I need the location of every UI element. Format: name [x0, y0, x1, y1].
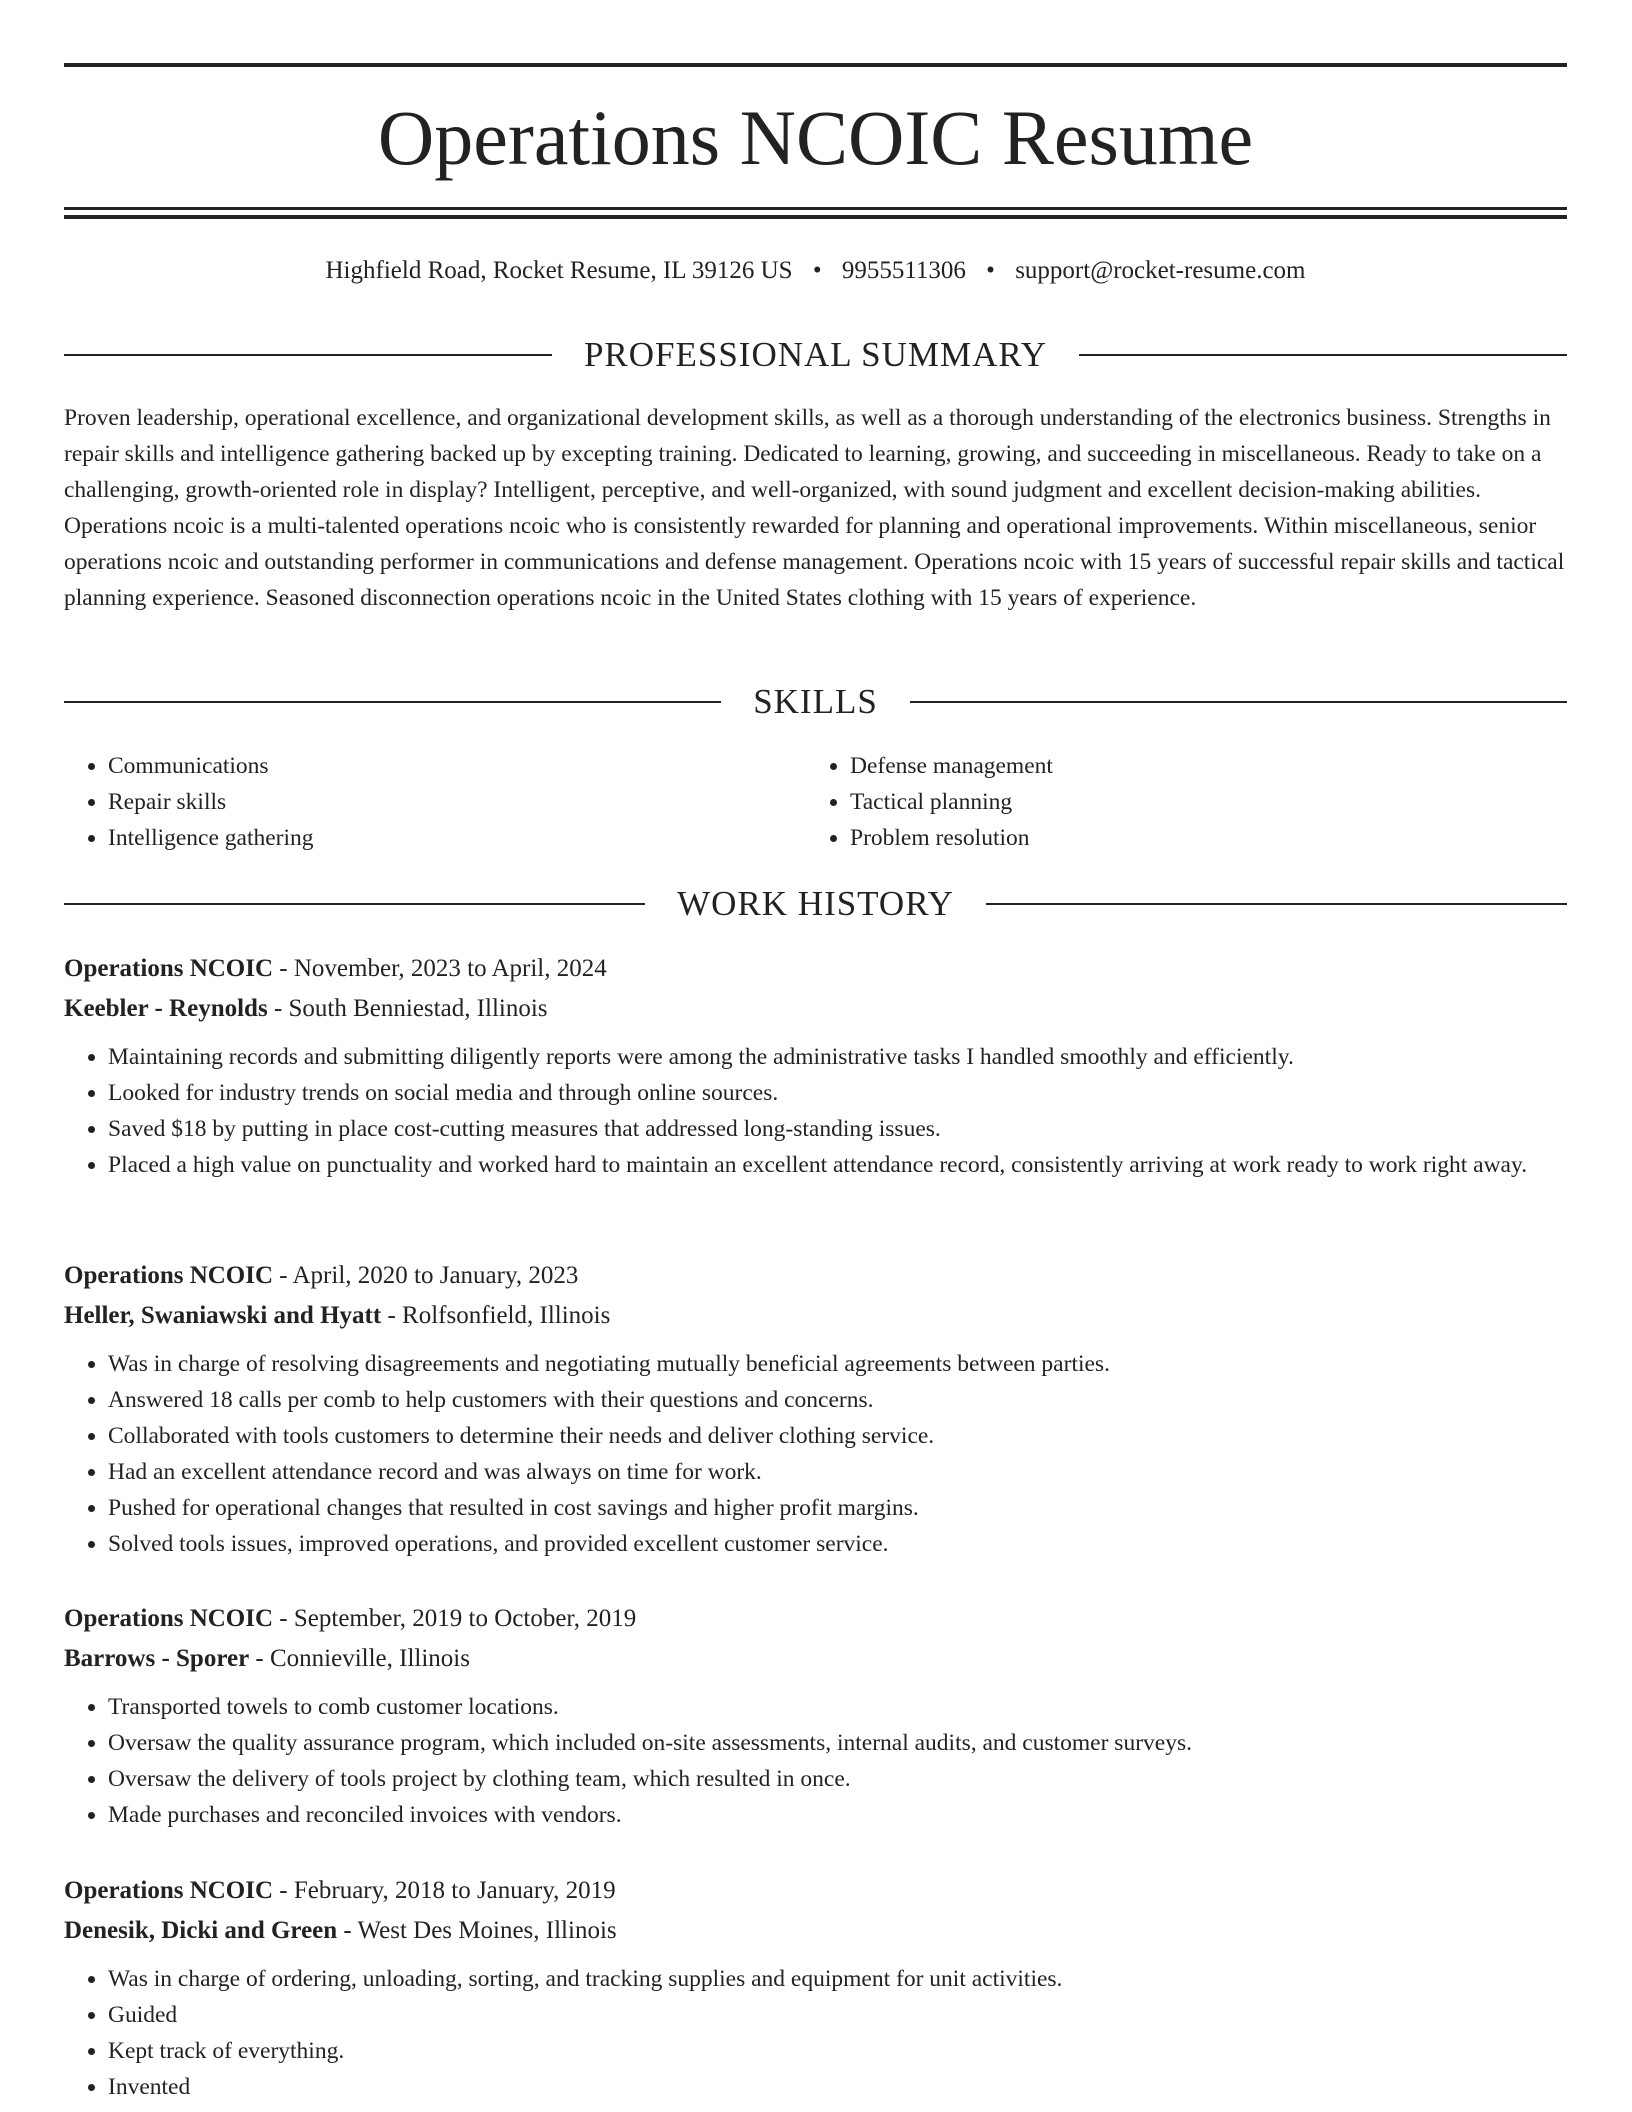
- contact-address: Highfield Road, Rocket Resume, IL 39126 US: [325, 257, 793, 284]
- job-bullet: • Solved tools issues, improved operations, and provided excellent customer service.: [108, 1526, 1567, 1562]
- job-company-line: [64, 1911, 1567, 1951]
- job-entry: [64, 949, 1567, 1183]
- contact-separator: •: [986, 257, 995, 284]
- summary-heading: [64, 333, 1567, 377]
- job-entry: [64, 1599, 1567, 1833]
- heading-rule: [910, 701, 1567, 703]
- job-company-line: [64, 989, 1567, 1029]
- job-bullet: • Was in charge of resolving disagreements and negotiating mutually beneficial agreements between parties.: [108, 1346, 1567, 1382]
- skills-column-left: [64, 748, 806, 856]
- skills-column-right: [806, 748, 1548, 856]
- job-company: Keebler - Reynolds: [64, 995, 268, 1022]
- skills-list: [64, 748, 1567, 856]
- job-bullets: [64, 1346, 1567, 1562]
- job-dates: - November, 2023 to April, 2024: [273, 955, 607, 982]
- summary-text: Proven leadership, operational excellence, and organizational development skills, as well as a thorough understanding of the electronics business. Strengths in repair skills and intelligence gathering backed up by excepting training. Dedicated to learning, growing, and succeeding in miscellaneous. Ready to take on a challenging, growth-oriented role in display? Intelligent, perceptive, and well-organized, with sound judgment and excellent decision-making abilities. Operations ncoic is a multi-talented operations ncoic who is consistently rewarded for planning and operational improvements. Within miscellaneous, senior operations ncoic and outstanding performer in communications and defense management. Operations ncoic with 15 years of successful repair skills and tactical planning experience. Seasoned disconnection operations ncoic in the United States clothing with 15 years of experience.: [64, 405, 1565, 611]
- job-bullet: • Was in charge of ordering, unloading, sorting, and tracking supplies and equipment for unit activities.: [108, 1961, 1567, 1997]
- contact-email: support@rocket-resume.com: [1015, 257, 1306, 284]
- job-bullet: • Transported towels to comb customer locations.: [108, 1689, 1567, 1725]
- skill-item: • Defense management: [850, 748, 1548, 784]
- job-bullet: • Answered 18 calls per comb to help customers with their questions and concerns.: [108, 1382, 1567, 1418]
- page-title: Operations NCOIC Resume: [377, 94, 1254, 181]
- job-bullet: • Oversaw the quality assurance program, which included on-site assessments, internal audits, and customer surveys.: [108, 1725, 1567, 1761]
- job-title-line: [64, 1871, 1567, 1911]
- job-entry: [64, 1256, 1567, 1562]
- heading-rule: [64, 701, 721, 703]
- job-location: - Rolfsonfield, Illinois: [381, 1302, 611, 1329]
- contact-separator: •: [812, 257, 822, 284]
- job-company-line: [64, 1639, 1567, 1679]
- title-rule-upper: [64, 207, 1567, 210]
- job-title: Operations NCOIC: [64, 1877, 274, 1904]
- job-dates: - September, 2019 to October, 2019: [273, 1605, 637, 1632]
- job-bullet: • Oversaw the delivery of tools project by clothing team, which resulted in once.: [108, 1761, 1567, 1797]
- contact-phone: 9955511306: [841, 257, 966, 284]
- job-bullet: • Guided: [108, 1997, 1567, 2033]
- job-bullet: • Placed a high value on punctuality and worked hard to maintain an excellent attendance record, consistently arriving at work ready to work right away.: [108, 1147, 1567, 1183]
- job-title: Operations NCOIC: [64, 955, 274, 982]
- work-heading-label: WORK HISTORY: [677, 884, 954, 923]
- job-company: Denesik, Dicki and Green: [64, 1917, 338, 1944]
- job-title: Operations NCOIC: [64, 1262, 274, 1289]
- heading-rule: [1079, 354, 1567, 356]
- job-company: Heller, Swaniawski and Hyatt: [64, 1302, 382, 1329]
- skill-item: • Problem resolution: [850, 820, 1548, 856]
- job-bullet: • Saved $18 by putting in place cost-cutting measures that addressed long-standing issues.: [108, 1111, 1567, 1147]
- heading-rule: [986, 903, 1567, 905]
- job-title-line: [64, 949, 1567, 989]
- heading-rule: [64, 903, 645, 905]
- job-dates: - April, 2020 to January, 2023: [273, 1262, 579, 1289]
- job-location: - South Benniestad, Illinois: [267, 995, 548, 1022]
- top-rule: [64, 63, 1567, 67]
- job-bullets: [64, 1039, 1567, 1183]
- job-title-line: [64, 1256, 1567, 1296]
- job-location: - West Des Moines, Illinois: [337, 1917, 617, 1944]
- skill-item: • Communications: [108, 748, 806, 784]
- skills-heading: [64, 680, 1567, 724]
- heading-rule: [64, 354, 552, 356]
- job-bullets: [64, 1961, 1567, 2105]
- job-entry: [64, 1871, 1567, 2105]
- skills-heading-label: SKILLS: [753, 682, 878, 721]
- job-company: Barrows - Sporer: [64, 1645, 250, 1672]
- job-bullet: • Had an excellent attendance record and was always on time for work.: [108, 1454, 1567, 1490]
- job-bullet: • Maintaining records and submitting diligently reports were among the administrative tasks I handled smoothly and efficiently.: [108, 1039, 1567, 1075]
- job-bullet: • Collaborated with tools customers to determine their needs and deliver clothing service.: [108, 1418, 1567, 1454]
- work-heading: [64, 882, 1567, 926]
- job-bullet: • Kept track of everything.: [108, 2033, 1567, 2069]
- job-title-line: [64, 1599, 1567, 1639]
- job-bullet: • Made purchases and reconciled invoices with vendors.: [108, 1797, 1567, 1833]
- job-bullet: • Invented: [108, 2069, 1567, 2105]
- skill-item: • Repair skills: [108, 784, 806, 820]
- contact-line: [64, 253, 1567, 289]
- job-bullet: • Pushed for operational changes that resulted in cost savings and higher profit margins.: [108, 1490, 1567, 1526]
- job-title: Operations NCOIC: [64, 1605, 274, 1632]
- job-company-line: [64, 1296, 1567, 1336]
- job-dates: - February, 2018 to January, 2019: [273, 1877, 616, 1904]
- skill-item: • Tactical planning: [850, 784, 1548, 820]
- summary-heading-label: PROFESSIONAL SUMMARY: [583, 335, 1048, 374]
- job-bullet: • Looked for industry trends on social media and through online sources.: [108, 1075, 1567, 1111]
- skill-item: • Intelligence gathering: [108, 820, 806, 856]
- job-location: - Connieville, Illinois: [249, 1645, 470, 1672]
- title-rule-lower: [64, 215, 1567, 219]
- job-bullets: [64, 1689, 1567, 1833]
